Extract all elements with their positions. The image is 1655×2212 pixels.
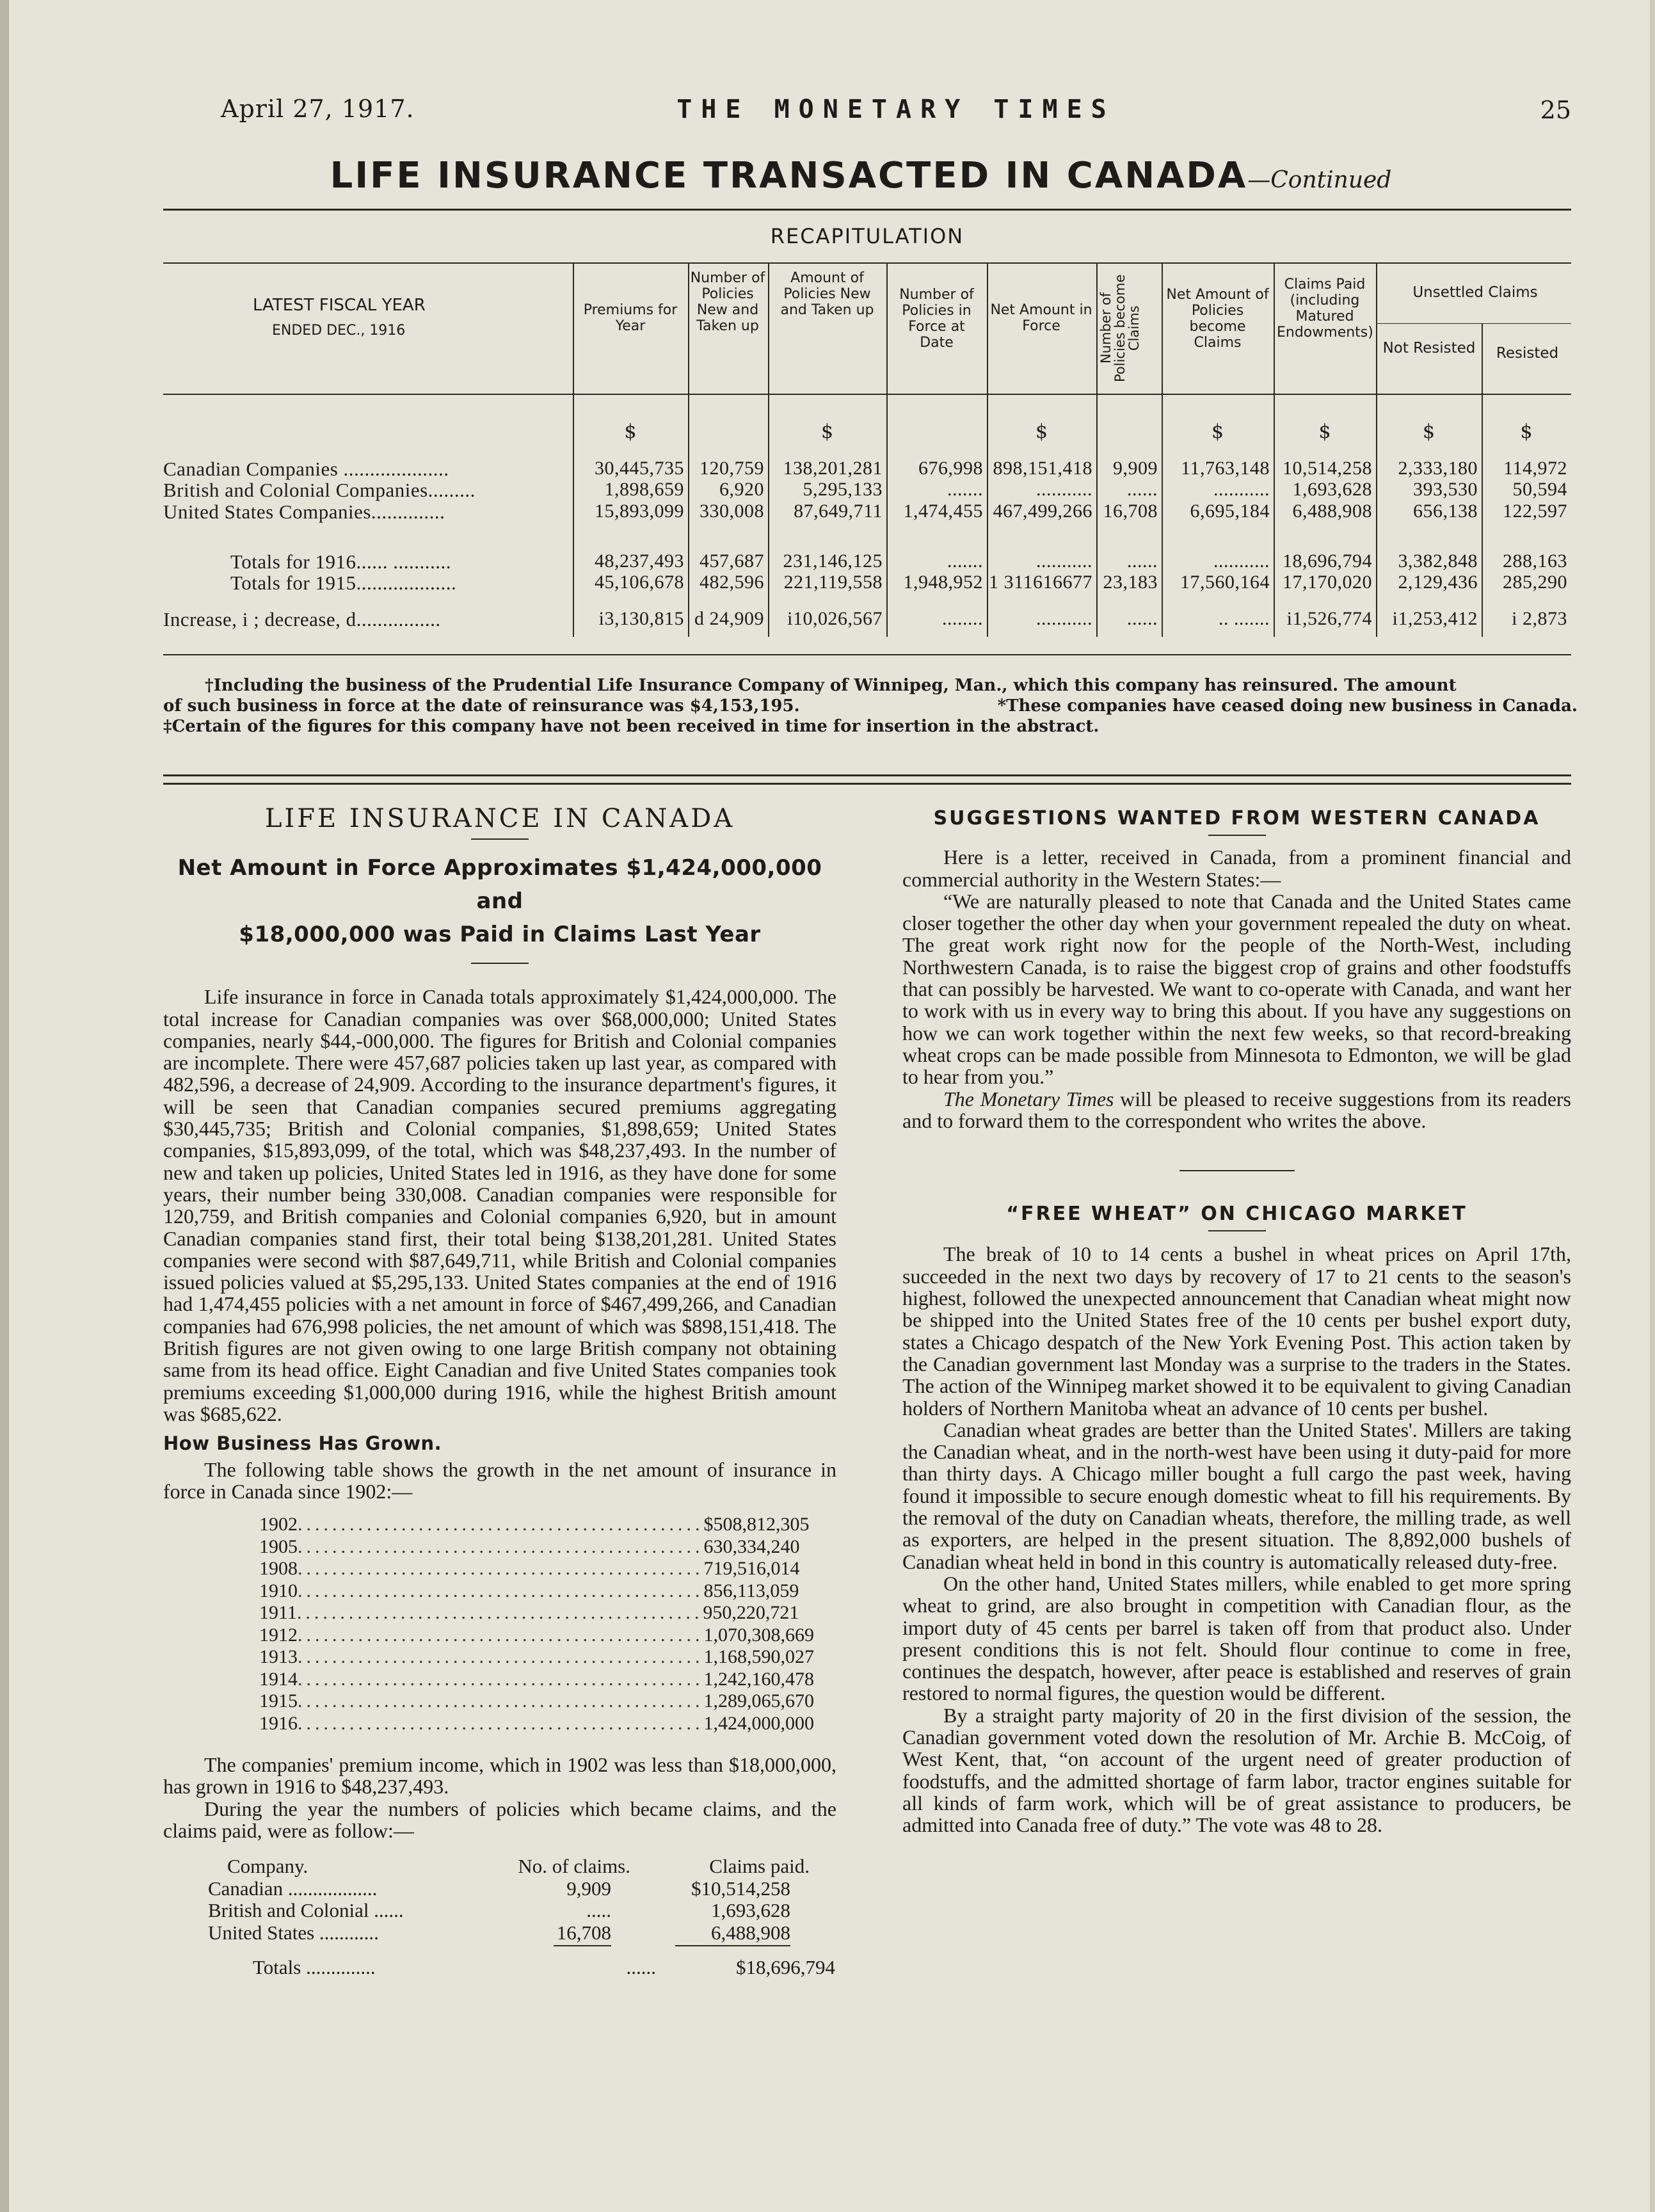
table-cell: 120,759 [700,458,764,479]
left-article [163,804,836,1979]
growth-year: 1915 [259,1690,298,1712]
paragraph: “We are naturally pleased to note that Canada and the United States came closer together the other day when your government repealed the duty on wheat. The great work right now for the people of the North-West, including Northwestern Canada, is to raise the biggest crop of grains and other foodstuffs that can possibly be harvested. We want to co-operate with Canada, and want her to work with us in every way to bring this about. If you have any suggestions on how we can work together within the next few weeks, so that record-breaking wheat crops can be made possible from Minnesota to Edmonton, we will be glad to hear from you.” [902,889,1571,1089]
heading-rule [471,963,529,964]
growth-year: 1913 [259,1646,298,1668]
leader-dots: ............................................... [298,1668,704,1690]
table-cell: 231,146,125 [783,550,883,572]
table-cell: i1,526,774 [1286,608,1372,629]
header-fiscal-year [253,293,534,344]
title-rule [163,209,1571,211]
growth-value: 1,424,000,000 [703,1712,814,1734]
page-number: 25 [1540,96,1571,124]
table-cell: 393,530 [1413,479,1478,500]
growth-row [259,1602,799,1624]
claims-header-row [208,1855,963,1878]
leader-dots: ............................................... [296,1602,703,1624]
table-cell: 467,499,266 [993,501,1092,522]
table-cell: 2,129,436 [1398,572,1478,593]
leader-dots: ............................................... [298,1624,704,1646]
table-cell: 285,290 [1503,572,1567,593]
unsettled-rule [1376,323,1571,324]
table-cell: d 24,909 [694,608,764,629]
article-heading-free-wheat: “FREE WHEAT” ON CHICAGO MARKET [1006,1203,1467,1226]
recap-table [163,262,1571,659]
growth-row [259,1668,814,1691]
heading-rule [1208,1230,1266,1231]
growth-row [259,1558,800,1580]
table-cell: i10,026,567 [787,608,883,629]
col-header-not-resisted: Not Resisted [1382,340,1476,357]
footnote-line: †Including the business of the Prudential Life Insurance Company of Winnipeg, Man., which this company has reinsured. The amount [205,676,1457,695]
table-cell: 10,514,258 [1283,458,1372,479]
table-cell: 330,008 [700,501,764,522]
table-cell: 2,333,180 [1398,458,1478,479]
table-cell: i3,130,815 [598,608,684,629]
page-title [154,155,1568,196]
col-header-resisted: Resisted [1496,345,1559,362]
growth-year: 1910 [259,1580,298,1601]
table-cell: 1,474,455 [903,501,983,522]
recap-heading: RECAPITULATION [770,224,964,248]
table-cell: 122,597 [1503,501,1567,522]
table-cell: 138,201,281 [783,458,883,479]
paragraph: Here is a letter, received in Canada, from a prominent financial and commercial authority in the Western States:— [902,846,1571,891]
table-row-label: Totals for 1915................... [230,572,457,594]
leader-dots: ............................................... [298,1712,704,1734]
right-column [902,808,1571,1836]
page-binding-edge [0,0,9,2212]
table-cell: 16,708 [1103,501,1158,522]
growth-year: 1908 [259,1558,298,1580]
paragraph: The break of 10 to 14 cents a bushel in wheat prices on April 17th, succeeded in the next two days by recovery of 17 to 21 cents to the season's highest, followed the unexpected announcement that Canadian wheat might now be shipped into the United States free of the 10 cents per bushel export duty, states a Chicago despatch of the New York Evening Post. This action taken by the Canadian government last Monday was a surprise to the traders in the States. The action of the Winnipeg market showed it to be equivalent to giving Canadian holders of Northern Manitoba wheat an advance of 10 cents per bushel. [902,1242,1571,1420]
dollar-sign: $ [1035,421,1048,443]
table-cell: .. ....... [1219,608,1270,629]
growth-value: 856,113,059 [703,1580,799,1601]
table-cell: ...... [1127,608,1158,629]
table-rule-bottom [163,654,1571,655]
table-footnotes [163,675,1578,737]
table-cell: 1,948,952 [903,572,983,593]
claims-count: 16,708 [556,1921,611,1944]
growth-year: 1905 [259,1535,298,1557]
claims-total-rule [208,1945,963,1946]
header-fiscal-line1: LATEST FISCAL YEAR [253,296,426,315]
table-cell: 87,649,711 [794,501,883,522]
table-cell: ....... [947,550,983,572]
table-cell: ........... [1213,479,1270,500]
dollar-sign: $ [624,421,637,443]
table-cell: 23,183 [1103,572,1158,593]
table-cell: 17,560,164 [1180,572,1270,593]
table-cell: ........... [1036,608,1092,629]
claims-row [208,1900,963,1922]
leader-dots: ............................................... [298,1514,704,1535]
claims-row [208,1922,963,1944]
dollar-sign: $ [1520,421,1533,443]
growth-year: 1902 [259,1514,298,1535]
table-cell: 45,106,678 [595,572,684,593]
table-rule-header [163,394,1571,395]
paragraph: By a straight party majority of 20 in the first division of the session, the Canadian government voted down the resolution of Mr. Archie B. McCoig, of West Kent, that, “on account of the urgent need of greater production of foodstuffs, and the admitted shortage of farm labor, tractor engines suitable for all kinds of farm work, which will be of great assistance to producers, be admitted into Canada free of duty.” The vote was 48 to 28. [902,1703,1571,1837]
growth-row [259,1535,800,1559]
issue-date: April 27, 1917. [221,95,415,123]
dollar-sign: $ [1422,421,1435,443]
page-header [221,95,1571,140]
table-cell: 288,163 [1503,550,1567,572]
dollar-sign: $ [1318,421,1331,443]
growth-row [259,1712,814,1735]
article-separator [1179,1170,1295,1171]
table-cell: ........... [1213,550,1270,572]
growth-value: 508,812,305 [713,1514,810,1535]
footnote-text: of such business in force at the date of reinsurance was $4,153,195. [163,696,800,716]
growth-value: 1,168,590,027 [703,1646,814,1668]
paragraph: The following table shows the growth in the net amount of insurance in force in Canada since 1902:— [163,1457,836,1503]
col-header-premiums: Premiums for Year [583,302,678,334]
subheading-line: Net Amount in Force Approximates $1,424,000,000 and [177,855,822,915]
claims-rows [208,1878,963,1944]
col-header-policies-in-force: Number of Policies in Force at Date [899,287,974,351]
leader-dots: ............................................... [298,1535,704,1557]
masthead: THE MONETARY TIMES [676,95,1115,124]
col-header-new-amount: Amount of Policies New and Taken up [780,270,874,318]
claims-company: Canadian .................. [208,1877,378,1900]
growth-row [259,1514,810,1536]
growth-row [259,1580,799,1603]
table-cell: 15,893,099 [595,501,684,522]
claims-header-count: No. of claims. [518,1855,630,1878]
dollar-sign: $ [820,421,834,443]
growth-value: 1,289,065,670 [703,1690,814,1712]
section-heading: How Business Has Grown. [163,1432,442,1455]
subheading-line: $18,000,000 was Paid in Claims Last Year [239,922,761,948]
growth-value: 1,242,160,478 [703,1668,814,1690]
table-cell: i 2,873 [1512,608,1567,629]
claims-row [208,1878,963,1900]
heading-rule [471,838,529,840]
paragraph [902,1088,1571,1132]
claims-table [208,1855,963,1979]
article-subheading [163,851,836,951]
table-cell: i1,253,412 [1392,608,1478,629]
title-continued: —Continued [1247,167,1392,193]
table-cell: 676,998 [918,458,983,479]
table-cell: ........ [942,608,983,629]
col-header-net-in-force: Net Amount in Force [990,302,1092,334]
table-cell: ....... [947,479,983,500]
page-right-edge [1650,0,1655,2212]
section-double-rule [163,774,1571,785]
table-cell: ........... [1036,550,1092,572]
table-cell: 9,909 [1113,458,1158,479]
table-rule-top [163,262,1571,264]
growth-row [259,1690,814,1713]
table-cell: 17,170,020 [1283,572,1372,593]
growth-table [259,1514,814,1735]
growth-row [259,1624,814,1647]
col-header-claims-count: Number of Policies become Claims [1098,274,1142,382]
leader-dots: ............................................... [298,1558,704,1580]
growth-value: 1,070,308,669 [703,1624,814,1646]
rule-spacer [208,1945,490,1946]
growth-year: 1916 [259,1712,298,1734]
table-cell: 1,693,628 [1292,479,1372,500]
claims-company: United States ............ [208,1921,379,1944]
table-cell: 50,594 [1512,479,1567,500]
table-cell: 221,119,558 [783,572,883,593]
dollar-sign: $ [1211,421,1224,443]
claims-total-label: Totals .............. [253,1956,376,1979]
claims-count: 9,909 [566,1877,611,1900]
table-cell: 30,445,735 [595,458,684,479]
paragraph: Canadian wheat grades are better than the United States'. Millers are taking the Canadian wheat, and in the north-west have been using it duty-paid for more than thirty days. A Chicago miller bought a full cargo the past week, having found it impossible to secure enough domestic wheat to fill his requirements. By the removal of the duty on Canadian wheats, therefore, the milling trade, as well as exporters, are helped in the present situation. The 8,892,000 bushels of Canadian wheat held in bond in this country is automatically released duty-free. [902,1418,1571,1573]
table-cell: 11,763,148 [1181,458,1270,479]
table-row-label: United States Companies.............. [163,501,445,523]
table-cell: 18,696,794 [1283,550,1372,572]
claims-count: ..... [586,1899,611,1922]
footnote-line [163,696,1578,716]
claims-paid: $10,514,258 [691,1877,790,1900]
table-row-label: Increase, i ; decrease, d................ [163,608,441,630]
header-fiscal-line2: ENDED DEC., 1916 [272,323,406,339]
paragraph: On the other hand, United States millers, while enabled to get more spring wheat to grind, are also brought in competition with Canadian flour, as the import duty of 45 cents per barrel is taken off from that product also. Under present conditions this is not felt. Should flour continue to come in free, continues the despatch, however, after peace is established and reserves of grain restored to normal figures, the question would be different. [902,1571,1571,1705]
table-cell: ...... [1127,479,1158,500]
paragraph-text: will be pleased to receive suggestions from its readers and to forward them to the correspondent who writes the above. [902,1087,1571,1132]
table-cell: 457,687 [700,550,764,572]
paragraph: Life insurance in force in Canada totals approximately $1,424,000,000. The total increase for Canadian companies was over $68,000,000; United States companies, nearly $44,-000,000. The figures for British and Colonial companies are incomplete. There were 457,687 policies taken up last year, as compared with 482,596, a decrease of 24,909. According to the insurance department's figures, it will be seen that Canadian companies secured premiums aggregating $30,445,735; British and Colonial companies, $1,898,659; United States companies, $15,893,099, of the total, which was $48,237,493. In the number of new and taken up policies, United States led in 1916, as they have done for some years, their number being 330,008. Canadian companies were responsible for 120,759, and British companies and Colonial companies 6,920, but in amount Canadian companies stand first, their total being $138,201,281. United States companies were second with $87,649,711, while British and Colonial companies issued policies valued at $5,295,133. United States companies at the end of 1916 had 1,474,455 policies with a net amount in force of $467,499,266, and Canadian companies had 676,998 policies, the net amount of which was $898,151,418. The British figures are not given owing to one large British company not obtaining same from its head office. Eight Canadian and five United States companies took premiums exceeding $1,000,000 during 1916, while the highest British amount was $685,622. [163,985,836,1425]
publication-name: The Monetary Times [943,1087,1114,1110]
growth-year: 1914 [259,1668,298,1690]
table-cell: 114,972 [1503,458,1567,479]
footnote-text: *These companies have ceased doing new business in Canada. [997,696,1578,716]
col-header-claims-amount: Net Amount of Policies become Claims [1166,287,1269,351]
claims-header-paid: Claims paid. [709,1855,810,1878]
growth-value: 630,334,240 [703,1535,800,1557]
leader-dots: ............................................... [298,1646,704,1668]
rule-count [554,1945,611,1946]
claims-total-paid: $18,696,794 [736,1956,835,1979]
table-cell: 3,382,848 [1398,550,1478,572]
table-row-label: Canadian Companies .................... [163,458,449,480]
leader-dots: ............................................... [298,1690,704,1712]
table-cell: ...... [1127,550,1158,572]
table-cell: 6,488,908 [1292,501,1372,522]
footnote-line: ‡Certain of the figures for this company have not been received in time for insertion in the abstract. [163,717,1099,736]
growth-row [259,1646,814,1669]
table-cell: 5,295,133 [803,479,883,500]
table-cell: 48,237,493 [595,550,684,572]
growth-value: 719,516,014 [703,1558,800,1580]
article-heading: LIFE INSURANCE IN CANADA [264,804,735,833]
table-cell: ........... [1036,479,1092,500]
claims-company: British and Colonial ...... [208,1899,404,1922]
claims-paid: 1,693,628 [711,1899,790,1922]
page-title-text: LIFE INSURANCE TRANSACTED IN CANADA [330,155,1248,196]
table-cell: 656,138 [1413,501,1478,522]
rule-paid [675,1945,790,1946]
growth-year: 1911 [259,1602,297,1624]
growth-year: 1912 [259,1624,298,1646]
paragraph: During the year the numbers of policies which became claims, and the claims paid, were as follow:— [163,1797,836,1843]
table-cell: 1 311616677 [989,572,1092,593]
table-cell: 482,596 [700,572,764,593]
table-cell: 898,151,418 [993,458,1092,479]
growth-dollar: $ [703,1514,714,1535]
paragraph: The companies' premium income, which in 1902 was less than $18,000,000, has grown in 1916 to $48,237,493. [163,1753,836,1799]
col-header-new-policies: Number of Policies New and Taken up [690,270,765,334]
heading-rule [1208,835,1266,836]
table-cell: 6,695,184 [1190,501,1270,522]
table-row-label: Totals for 1916...... ........... [230,550,451,573]
col-header-claims-paid: Claims Paid (including Matured Endowments) [1277,276,1373,341]
claims-total-count: ...... [626,1956,656,1979]
table-cell: 1,898,659 [604,479,684,500]
col-header-unsettled: Unsettled Claims [1412,284,1538,301]
claims-header-company: Company. [227,1855,308,1878]
article-heading-suggestions: SUGGESTIONS WANTED FROM WESTERN CANADA [933,807,1540,830]
leader-dots: ............................................... [298,1580,704,1601]
table-row-label: British and Colonial Companies......... [163,479,476,501]
table-cell: 6,920 [719,479,764,500]
claims-total-row [208,1957,963,1979]
claims-paid: 6,488,908 [711,1921,790,1944]
growth-value: 950,220,721 [703,1602,799,1624]
